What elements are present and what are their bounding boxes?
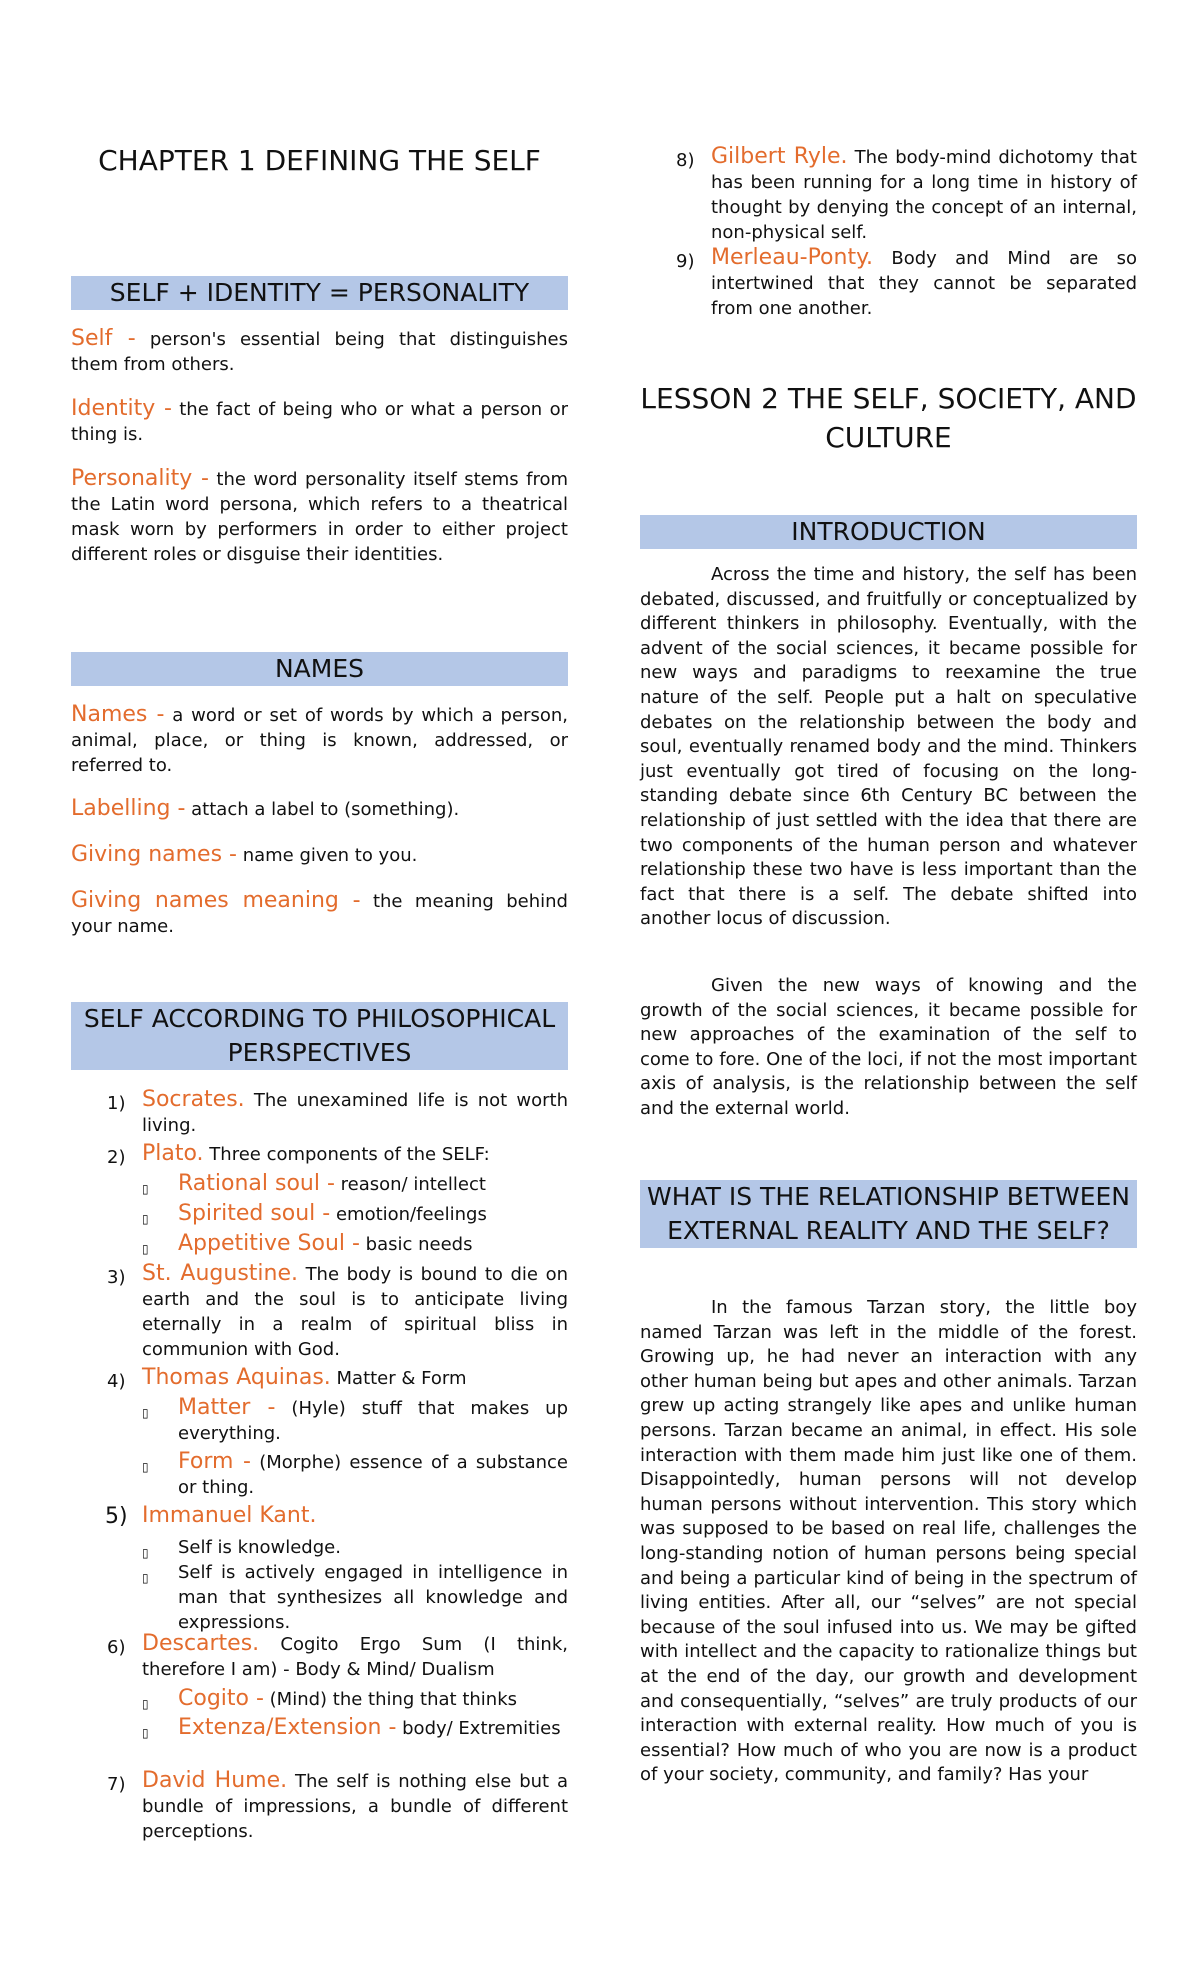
- list-item-merleau-ponty: [640, 245, 1137, 321]
- subitem-text: Self is actively engaged in intelligence in man that synthesizes all knowledge and expressions.: [178, 1562, 568, 1633]
- subitem-text: basic needs: [359, 1234, 473, 1255]
- term: Cogito -: [178, 1686, 264, 1711]
- intro-paragraph-1: Across the time and history, the self has been debated, discussed, and fruitfully or conceptualized by different thinkers in philosophy. Eventually, with the advent of the social sciences, it became possible for new ways and paradigms to reexamine the true nature of the self. People put a halt on speculative debates on the relationship between the body and soul, eventually renamed body and the mind. Thinkers just eventually got tired of focusing on the long-standing debate since 6th Century BC between the relationship of just settled with the idea that there are two components of the human person and whatever relationship these two have is less important than the fact that there is a self. The debate shifted into another locus of discussion.: [640, 564, 1137, 930]
- plato-subitem-rational: [71, 1171, 568, 1197]
- list-number: 6): [107, 1637, 126, 1658]
- philosopher-text: The body-mind dichotomy that has been running for a long time in history of thought by denying the concept of an internal, non-physical self.: [711, 147, 1137, 243]
- intro-paragraph-2: Given the new ways of knowing and the growth of the social sciences, it became possible for new approaches of the examination of the self to come to fore. One of the loci, if not the most important axis of analysis, is the relationship between the self and the external world.: [640, 975, 1137, 1119]
- philosopher-name: Immanuel Kant.: [142, 1503, 317, 1528]
- philosopher-name: David Hume.: [142, 1768, 288, 1793]
- kant-subitem-2: [71, 1560, 568, 1635]
- term: Names -: [71, 702, 165, 727]
- term: Rational soul -: [178, 1171, 335, 1196]
- definition-giving-names-meaning: [71, 888, 568, 939]
- section-header-philosophical: SELF ACCORDING TO PHILOSOPHICAL PERSPECTIVES: [71, 1002, 568, 1070]
- philosopher-name: Gilbert Ryle.: [711, 144, 848, 169]
- aquinas-subitem-matter: [71, 1395, 568, 1446]
- list-item-hume: [71, 1768, 568, 1844]
- definition-labelling: [71, 796, 568, 822]
- term: Personality -: [71, 466, 209, 491]
- list-item-kant: [71, 1503, 568, 1529]
- list-item-ryle: [640, 144, 1137, 245]
- list-number: 2): [107, 1147, 126, 1168]
- definition-text: name given to you.: [236, 845, 418, 866]
- philosopher-name: Thomas Aquinas.: [142, 1365, 331, 1390]
- term: Self -: [71, 326, 136, 351]
- list-number: 1): [107, 1093, 126, 1114]
- section-header-names: NAMES: [71, 652, 568, 686]
- list-number: 3): [107, 1267, 126, 1288]
- aquinas-subitem-form: [71, 1449, 568, 1500]
- philosopher-text: Body and Mind are so intertwined that they cannot be separated from one another.: [711, 248, 1137, 319]
- list-item-descartes: [71, 1631, 568, 1682]
- descartes-subitem-extension: [71, 1715, 568, 1741]
- philosopher-text: Matter & Form: [330, 1368, 467, 1389]
- philosopher-name: Socrates.: [142, 1087, 245, 1112]
- subitem-text: (Mind) the thing that thinks: [263, 1689, 518, 1710]
- definition-text: attach a label to (something).: [185, 799, 460, 820]
- term: Spirited soul -: [178, 1201, 331, 1226]
- bullet-icon: ▯: [142, 1460, 149, 1474]
- subitem-text: reason/ intellect: [334, 1174, 486, 1195]
- subitem-text: (Hyle) stuff that makes up everything.: [178, 1398, 568, 1444]
- lesson-title: LESSON 2 THE SELF, SOCIETY, AND CULTURE: [640, 382, 1137, 454]
- list-item-plato: [71, 1141, 568, 1167]
- definition-text: the meaning behind your name.: [71, 891, 568, 937]
- term: Form -: [178, 1449, 251, 1474]
- bullet-icon: ▯: [142, 1212, 149, 1226]
- bullet-icon: ▯: [142, 1406, 149, 1420]
- bullet-icon: ▯: [142, 1571, 149, 1585]
- bullet-icon: ▯: [142, 1697, 149, 1711]
- subitem-text: emotion/feelings: [330, 1204, 487, 1225]
- list-number: 5): [105, 1504, 128, 1529]
- section-header-self-identity: SELF + IDENTITY = PERSONALITY: [71, 276, 568, 310]
- bullet-icon: ▯: [142, 1182, 149, 1196]
- list-number: 4): [107, 1371, 126, 1392]
- list-number: 9): [676, 251, 695, 272]
- philosopher-name: Merleau-Ponty.: [711, 245, 873, 270]
- definition-text: a word or set of words by which a person, animal, place, or thing is known, addressed, or referred to.: [71, 705, 568, 776]
- relationship-paragraph: In the famous Tarzan story, the little boy named Tarzan was left in the middle of the forest. Growing up, he had never an interaction with any other human being but apes and other animals. Tarzan grew up acting strangely like apes and unlike human persons. Tarzan became an animal, in effect. His sole interaction with them made him just like one of them. Disappointedly, human persons will not develop human persons without intervention. This story which was supposed to be based on real life, challenges the long-standing notion of human persons being special and being a particular kind of being in the spectrum of living entities. After all, our “selves” are not special because of the soul infused into us. We may be gifted with intellect and the capacity to rationalize things but at the end of the day, our growth and development and consequentially, “selves” are truly products of our interaction with external reality. How much of you is essential? How much of who you are now is a product of your society, community, and family? Has your: [640, 1297, 1137, 1786]
- philosopher-text: The unexamined life is not worth living.: [142, 1090, 568, 1136]
- definition-text: person's essential being that distinguishes them from others.: [71, 329, 568, 375]
- plato-subitem-appetitive: [71, 1231, 568, 1257]
- chapter-title: CHAPTER 1 DEFINING THE SELF: [98, 144, 541, 177]
- definition-text: the word personality itself stems from the Latin word persona, which refers to a theatrical mask worn by performers in order to either project different roles or disguise their identities.: [71, 469, 568, 565]
- bullet-icon: ▯: [142, 1546, 149, 1560]
- list-item-socrates: [71, 1087, 568, 1138]
- philosopher-text: The body is bound to die on earth and the soul is to anticipate living eternally in a realm of spiritual bliss in communion with God.: [142, 1264, 568, 1360]
- philosopher-name: Descartes.: [142, 1631, 260, 1656]
- subitem-text: Self is knowledge.: [178, 1537, 341, 1558]
- bullet-icon: ▯: [142, 1242, 149, 1256]
- term: Appetitive Soul -: [178, 1231, 360, 1256]
- subitem-text: body/ Extremities: [396, 1718, 561, 1739]
- plato-subitem-spirited: [71, 1201, 568, 1227]
- philosopher-name: St. Augustine.: [142, 1261, 298, 1286]
- philosopher-text: Three components of the SELF:: [203, 1144, 490, 1165]
- section-header-relationship: WHAT IS THE RELATIONSHIP BETWEEN EXTERNAL REALITY AND THE SELF?: [640, 1180, 1137, 1248]
- definition-text: the fact of being who or what a person or thing is.: [71, 399, 568, 445]
- term: Giving names meaning -: [71, 888, 361, 913]
- definition-self: [71, 326, 568, 377]
- term: Giving names -: [71, 842, 237, 867]
- term: Matter -: [178, 1395, 276, 1420]
- bullet-icon: ▯: [142, 1726, 149, 1740]
- list-item-aquinas: [71, 1365, 568, 1391]
- list-number: 7): [107, 1774, 126, 1795]
- term: Identity -: [71, 396, 172, 421]
- definition-personality: [71, 466, 568, 567]
- definition-giving-names: [71, 842, 568, 868]
- kant-subitem-1: [71, 1535, 568, 1560]
- definition-names: [71, 702, 568, 778]
- philosopher-name: Plato.: [142, 1141, 204, 1166]
- list-number: 8): [676, 150, 695, 171]
- subitem-text: (Morphe) essence of a substance or thing.: [178, 1452, 568, 1498]
- list-item-augustine: [71, 1261, 568, 1362]
- definition-identity: [71, 396, 568, 447]
- philosopher-text: Cogito Ergo Sum (I think, therefore I am) - Body & Mind/ Dualism: [142, 1634, 568, 1680]
- section-header-introduction: INTRODUCTION: [640, 515, 1137, 549]
- philosopher-text: The self is nothing else but a bundle of impressions, a bundle of different perceptions.: [142, 1771, 568, 1842]
- term: Extenza/Extension -: [178, 1715, 397, 1740]
- descartes-subitem-cogito: [71, 1686, 568, 1712]
- term: Labelling -: [71, 796, 186, 821]
